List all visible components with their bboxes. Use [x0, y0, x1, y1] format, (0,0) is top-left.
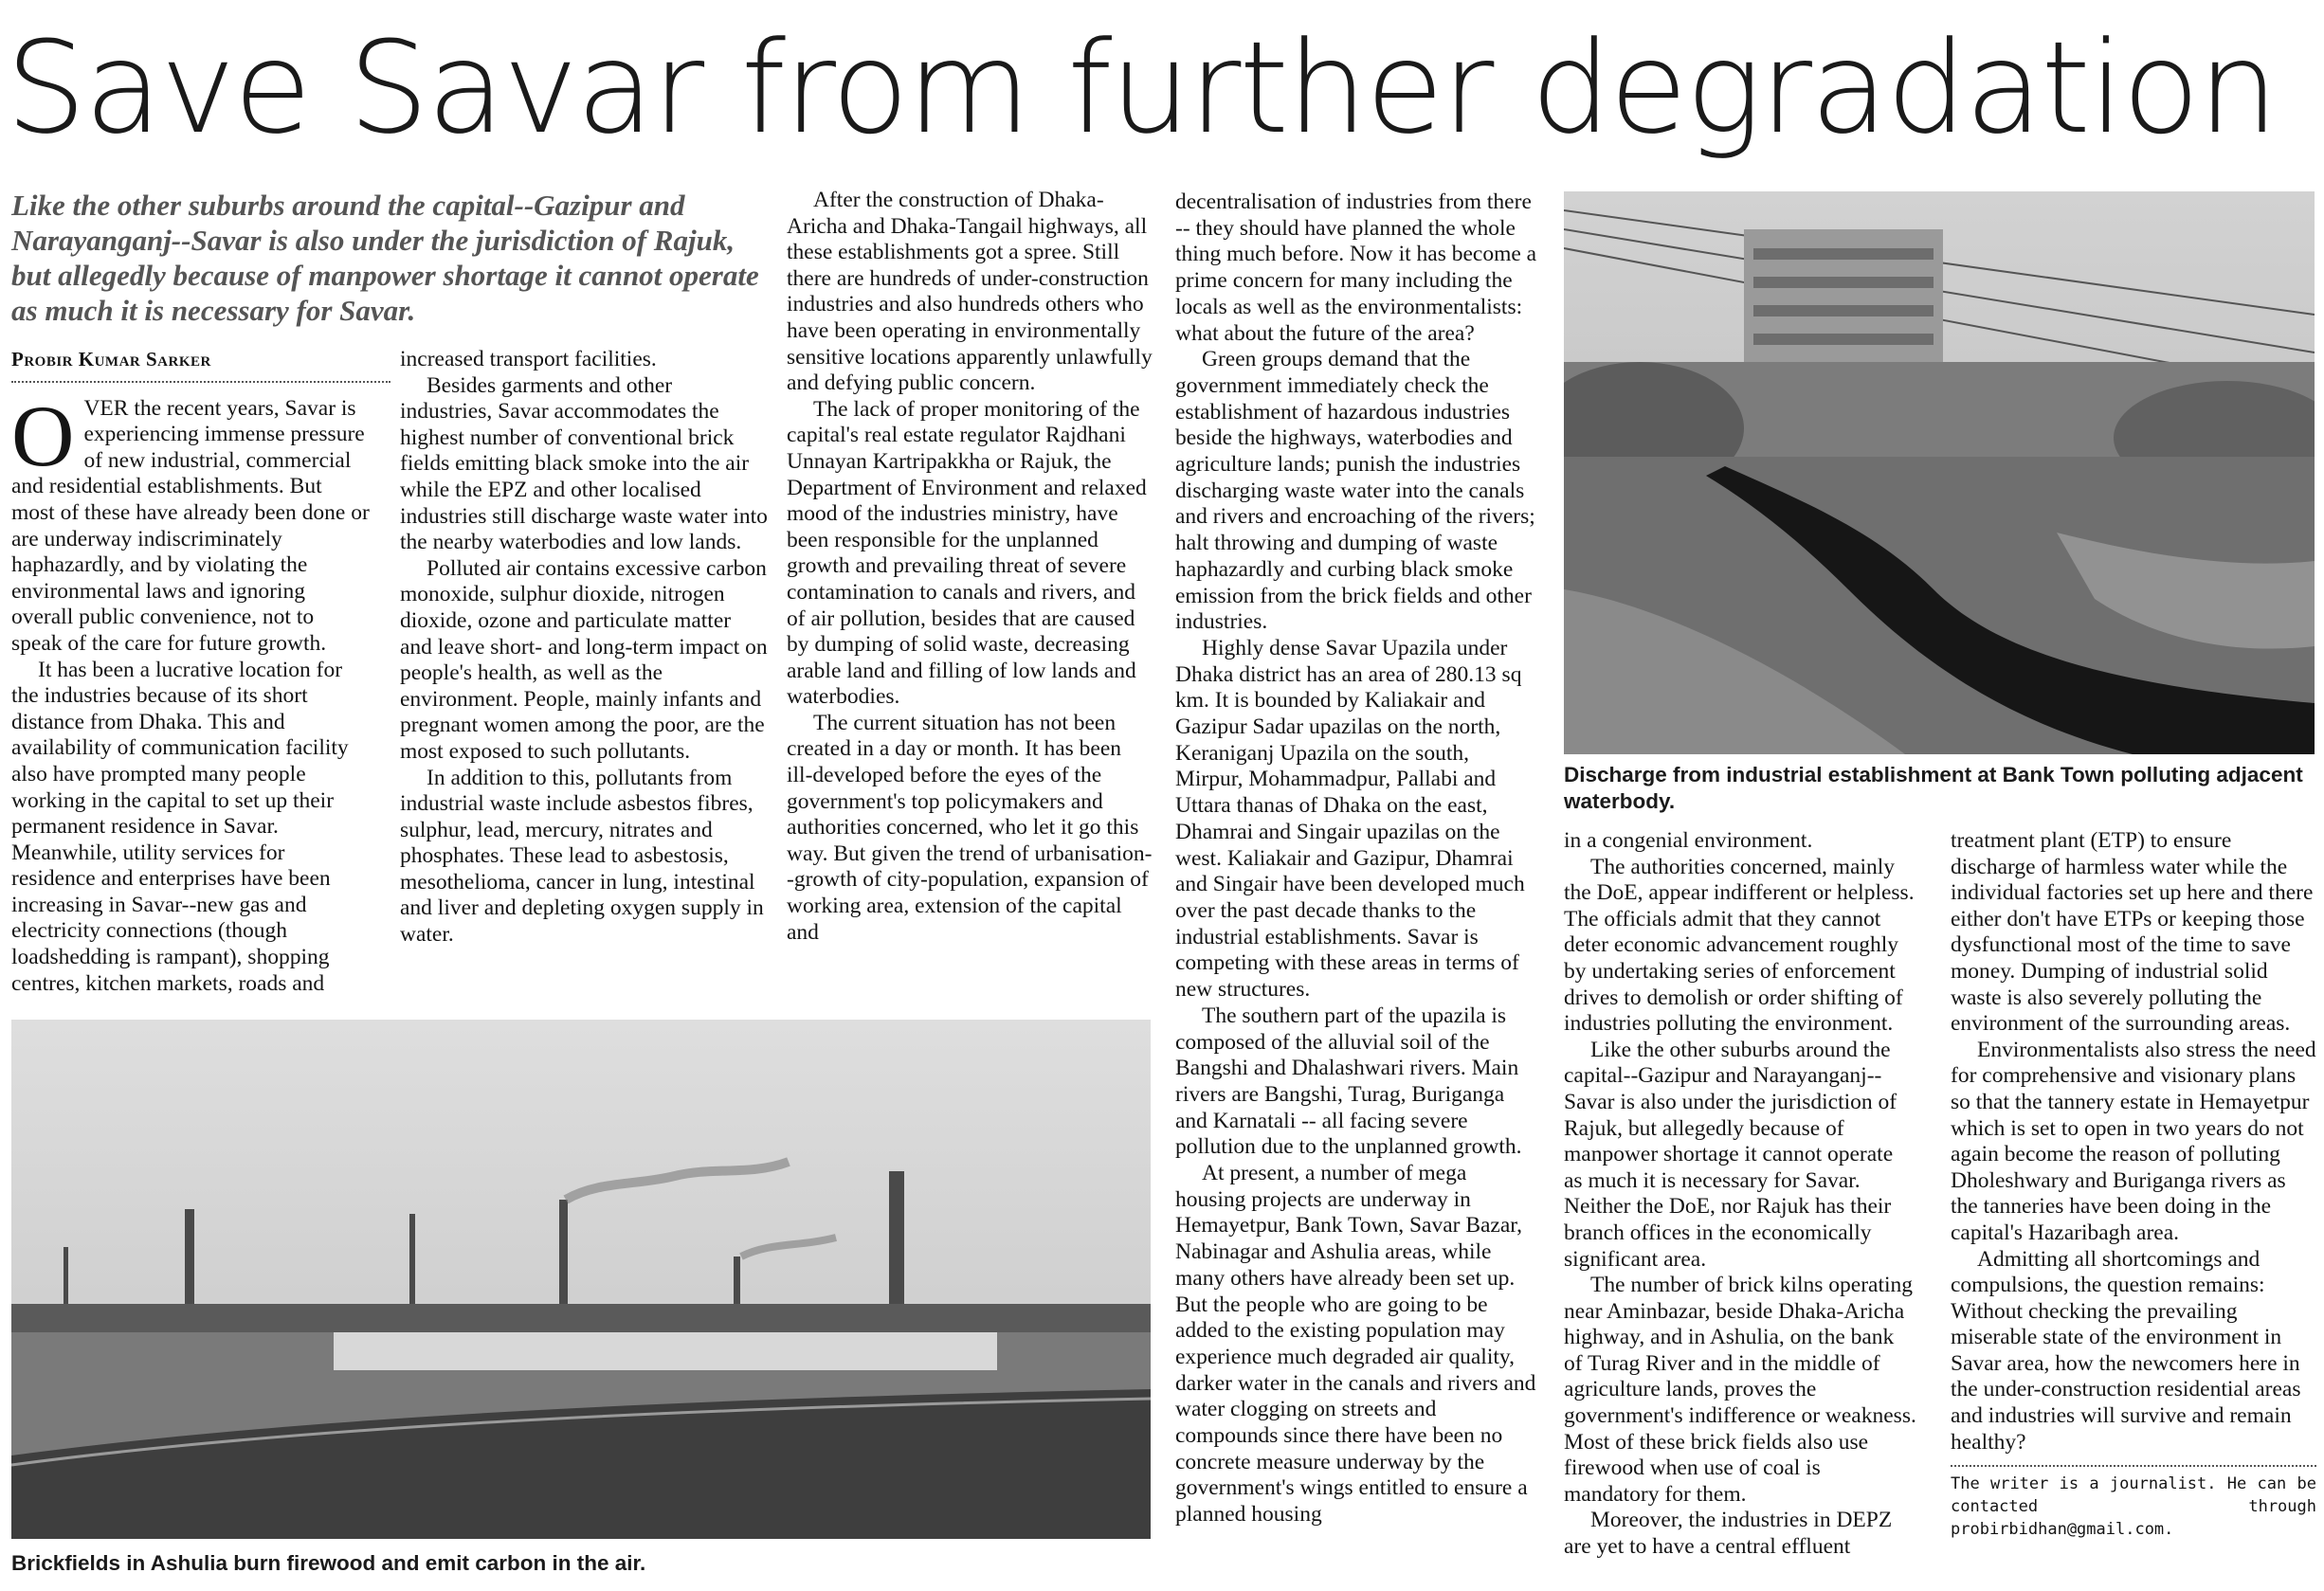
headline: Save Savar from further degradation — [6, 14, 2277, 162]
paragraph: At present, a number of mega housing projects are underway in Hemayetpur, Bank Town, Savar Bazar, Nabinagar and Ashulia areas, while many others have already been set up. But the people who are going to be added to the existing population may experience much degraded air quality, darker water in the canals and rivers and water clogging on streets and compounds since there have been no concrete measure underway by the government's wings entitled to ensure a planned housing — [1175, 1161, 1536, 1528]
paragraph: treatment plant (ETP) to ensure discharge of harmless water while the individual factories set up here and there either don't have ETPs or keeping those dysfunctional most of the time to save money. Dumping of industrial solid waste is also severely polluting the environment of the surrounding areas. — [1951, 828, 2314, 1037]
author-note: The writer is a journalist. He can be contacted through probirbidhan@gmail.com. — [1951, 1465, 2316, 1541]
paragraph: Moreover, the industries in DEPZ are yet to have a central effluent — [1564, 1508, 1893, 1560]
paragraph: It has been a lucrative location for the industries because of its short distance from Dhaka. This and availability of communication facility also have prompted many people working in the capital to set up their permanent residence in Savar. Meanwhile, utility services for residence and enterprises have been increasing in Savar--new gas and electricity connections (though loadshedding is rampant), shopping centres, kitchen markets, roads and — [11, 657, 349, 996]
paragraph: Highly dense Savar Upazila under Dhaka district has an area of 280.13 sq km. It is bounded by Kaliakair and Gazipur Sadar upazilas on the north, Keraniganj Upazila on the south, Mirpur, Mohammadpur, Pallabi and Uttara thanas of Dhaka on the east, Dhamrai and Singair upazilas on the west. Kaliakair and Gazipur, Dhamrai and Singair have been developed much over the past decade thanks to the industrial establishments. Savar is competing with these areas in terms of new structures. — [1175, 635, 1525, 1003]
paragraph: The current situation has not been created in a day or month. It has been ill-developed before the eyes of the government's top policymakers and authorities concerned, who let it go this way. But given the trend of urbanisation--growth of city-population, expansion of working area, extension of the capital and — [787, 710, 1153, 945]
photo-caption: Brickfields in Ashulia burn firewood and emit carbon in the air. — [11, 1551, 646, 1575]
paragraph — [11, 387, 370, 658]
article-column-3 — [787, 188, 1153, 946]
paragraph: Environmentalists also stress the need for comprehensive and visionary plans so that the tannery estate in Hemayetpur which is set to open in two years do not again become the reason of polluting Dholeshwary and Buriganga rivers as the tanneries have been doing in the capital's Hazaribagh area. — [1951, 1037, 2316, 1245]
brickfields-photo — [11, 1020, 1151, 1539]
paragraph: The number of brick kilns operating near Aminbazar, beside Dhaka-Aricha highway, and in Ashulia, on the bank of Turag River and in the middle of agriculture lands, proves the government's indifference or weakness. Most of these brick fields also use firewood when use of coal is mandatory for them. — [1564, 1273, 1916, 1507]
byline: Probir Kumar Sarker — [11, 347, 390, 383]
waterbody-photo-image — [1564, 191, 2315, 754]
paragraph: Polluted air contains excessive carbon monoxide, sulphur dioxide, nitrogen dioxide, ozone and particulate matter and leave short- and long-term impact on people's health, as well as the environment. People, mainly infants and pregnant women among the poor, are the most exposed to such pollutants. — [400, 555, 768, 764]
paragraph-text: VER the recent years, Savar is experiencing immense pressure of new industrial, commercial and residential establishments. But most of these have already been done or are underway indiscriminately haphazardly, and by violating the environmental laws and ignoring overall public convenience, not to speak of the care for future growth. — [11, 395, 370, 656]
paragraph: Besides garments and other industries, Savar accommodates the highest number of conventional brick fields emitting black smoke into the air while the EPZ and other localised industries still discharge waste water into the nearby waterbodies and low lands. — [400, 372, 768, 555]
paragraph: decentralisation of industries from there -- they should have planned the whole thing much before. Now it has become a prime concern for many including the locals as well as the environmentalists: what about the future of the area? — [1175, 190, 1537, 346]
paragraph: The southern part of the upazila is composed of the alluvial soil of the Bangshi and Dhalashwari rivers. Main rivers are Bangshi, Turag, Buriganga and Karnatali -- all facing severe pollution due to the unplanned growth. — [1175, 1003, 1522, 1160]
paragraph: Green groups demand that the government immediately check the establishment of hazardous industries beside the highways, waterbodies and agriculture lands; punish the industries discharging waste water into the canals and rivers and encroaching of the rivers; halt throwing and dumping of waste haphazardly and curbing black smoke emission from the brick fields and other industries. — [1175, 347, 1535, 635]
paragraph: The lack of proper monitoring of the capital's real estate regulator Rajdhani Unnayan Kartripakkha or Rajuk, the Department of Environment and relaxed mood of the industries ministry, have been responsible for the unplanned growth and prevailing threat of severe contamination to canals and rivers, and of air pollution, besides that are caused by dumping of solid waste, decreasing arable land and filling of low lands and waterbodies. — [787, 396, 1147, 710]
paragraph: Admitting all shortcomings and compulsions, the question remains: Without checking the prevailing miserable state of the environment in Savar area, how the newcomers here in the under-construction residential areas and industries will survive and remain healthy? — [1951, 1246, 2301, 1455]
brickfields-photo-image — [11, 1020, 1151, 1539]
photo-caption: Discharge from industrial establishment at Bank Town polluting adjacent waterbody. — [1564, 763, 2303, 813]
paragraph: increased transport facilities. — [400, 347, 657, 371]
paragraph: Like the other suburbs around the capital--Gazipur and Narayanganj--Savar is also under the jurisdiction of Rajuk, but allegedly because of manpower shortage it cannot operate as much it is necessary for Savar. Neither the DoE, nor Rajuk has their branch offices in the economically significant area. — [1564, 1037, 1897, 1272]
standfirst: Like the other suburbs around the capital--Gazipur and Narayanganj--Savar is also under the jurisdiction of Rajuk, but allegedly because of manpower shortage it cannot operate as much it is necessary for Savar. — [11, 189, 759, 327]
article-column-5 — [1564, 828, 1916, 1561]
waterbody-photo — [1564, 191, 2315, 754]
article-column-1 — [11, 347, 370, 997]
drop-cap: O — [11, 387, 75, 484]
paragraph: in a congenial environment. — [1564, 828, 1813, 853]
paragraph: In addition to this, pollutants from industrial waste include asbestos fibres, sulphur, lead, mercury, nitrates and phosphates. These lead to asbestosis, mesothelioma, cancer in lung, intestinal and liver and depleting oxygen supply in water. — [400, 765, 764, 948]
article-column-2 — [400, 347, 768, 949]
article-column-4 — [1175, 190, 1541, 1528]
paragraph: After the construction of Dhaka-Aricha and Dhaka-Tangail highways, all these establishments got a spree. Still there are hundreds of under-construction industries and also hundreds others who have been operating in environmentally sensitive locations apparently unlawfully and defying public concern. — [787, 188, 1153, 396]
paragraph: The authorities concerned, mainly the DoE, appear indifferent or helpless. The officials admit that they cannot deter economic advancement roughly by undertaking series of enforcement drives to demolish or order shifting of industries polluting the environment. — [1564, 854, 1915, 1037]
article-column-6 — [1951, 828, 2316, 1541]
